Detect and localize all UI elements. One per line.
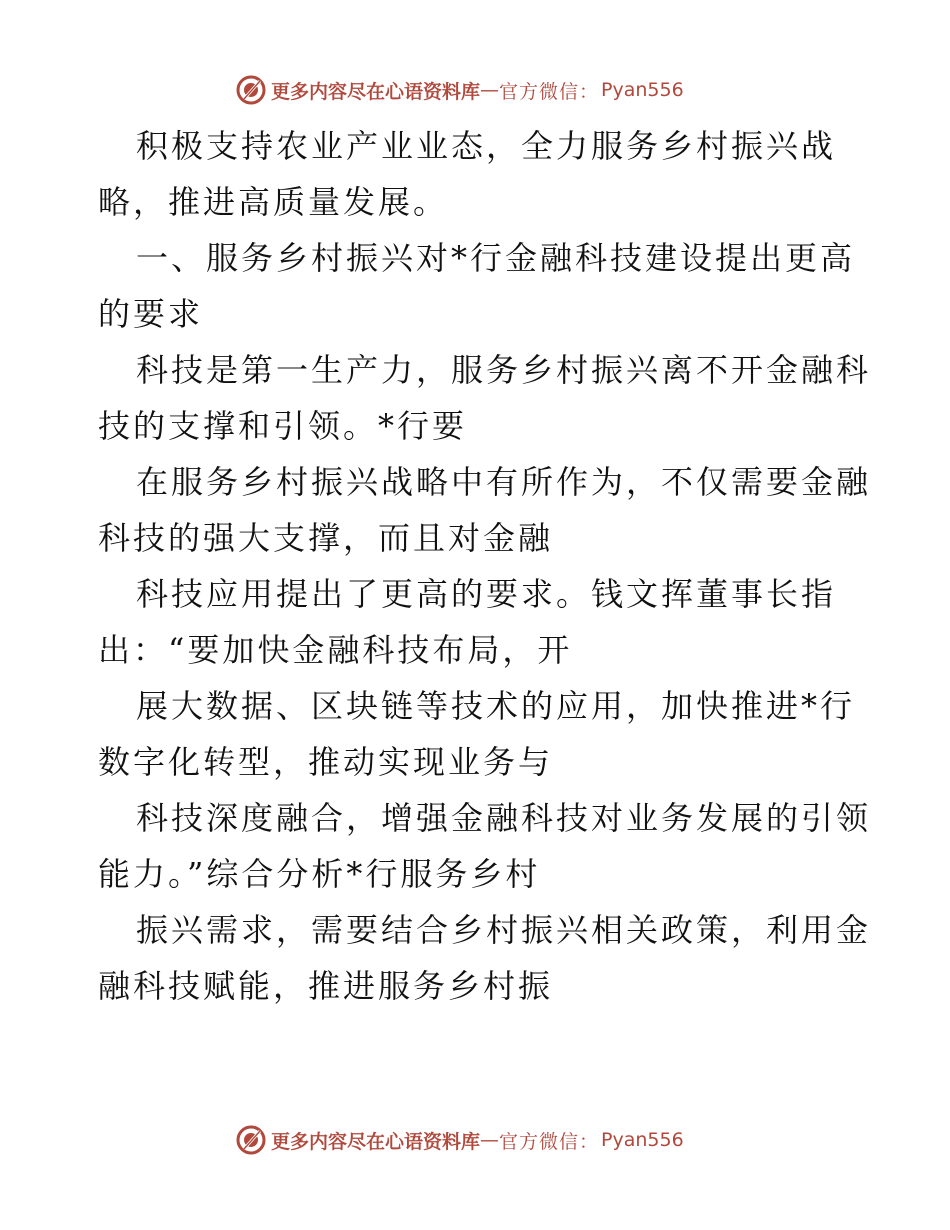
header-watermark xyxy=(235,72,795,108)
paragraph-line: 科技是第一生产力，服务乡村振兴离不开金融科 xyxy=(136,351,872,389)
paragraph xyxy=(98,902,878,1014)
paragraph xyxy=(98,230,878,342)
paragraph-line: 融科技赋能，推进服务乡村振 xyxy=(98,967,554,1005)
watermark-dash: — xyxy=(480,79,500,101)
paragraph xyxy=(98,454,878,566)
paragraph-line: 展大数据、区块链等技术的应用，加快推进*行 xyxy=(136,687,856,725)
paragraph-line: 的要求 xyxy=(98,295,204,333)
paragraph-line: 科技深度融合，增强金融科技对业务发展的引领 xyxy=(136,799,872,837)
paragraph-line: 技的支撑和引领。*行要 xyxy=(98,407,468,445)
paragraph-line: 出：“要加快金融科技布局，开 xyxy=(98,631,573,669)
footer-watermark xyxy=(235,1122,795,1158)
seal-logo-icon xyxy=(235,1124,267,1156)
document-body xyxy=(98,118,878,1014)
paragraph xyxy=(98,566,878,678)
paragraph-line: 能力。”综合分析*行服务乡村 xyxy=(98,855,541,893)
paragraph xyxy=(98,678,878,790)
paragraph xyxy=(98,118,878,230)
watermark-title: 更多内容尽在心语资料库 xyxy=(271,80,481,103)
paragraph-line: 振兴需求，需要结合乡村振兴相关政策，利用金 xyxy=(136,911,872,949)
paragraph xyxy=(98,790,878,902)
watermark-title: 更多内容尽在心语资料库 xyxy=(271,1130,481,1153)
seal-logo-icon xyxy=(235,74,267,106)
paragraph xyxy=(98,342,878,454)
watermark-id: Pyan556 xyxy=(601,1129,684,1151)
watermark-id: Pyan556 xyxy=(601,79,684,101)
paragraph-line: 科技的强大支撑，而且对金融 xyxy=(98,519,554,557)
watermark-dash: — xyxy=(480,1129,500,1151)
paragraph-line: 科技应用提出了更高的要求。钱文挥董事长指 xyxy=(136,575,837,613)
paragraph-line: 数字化转型，推动实现业务与 xyxy=(98,743,554,781)
paragraph-line: 在服务乡村振兴战略中有所作为，不仅需要金融 xyxy=(136,463,872,501)
watermark-label: 官方微信： xyxy=(499,80,600,103)
paragraph-line: 略，推进高质量发展。 xyxy=(98,183,449,221)
paragraph-line: 积极支持农业产业业态，全力服务乡村振兴战 xyxy=(136,127,837,165)
paragraph-line: 一、服务乡村振兴对*行金融科技建设提出更高 xyxy=(136,239,856,277)
watermark-label: 官方微信： xyxy=(499,1130,600,1153)
